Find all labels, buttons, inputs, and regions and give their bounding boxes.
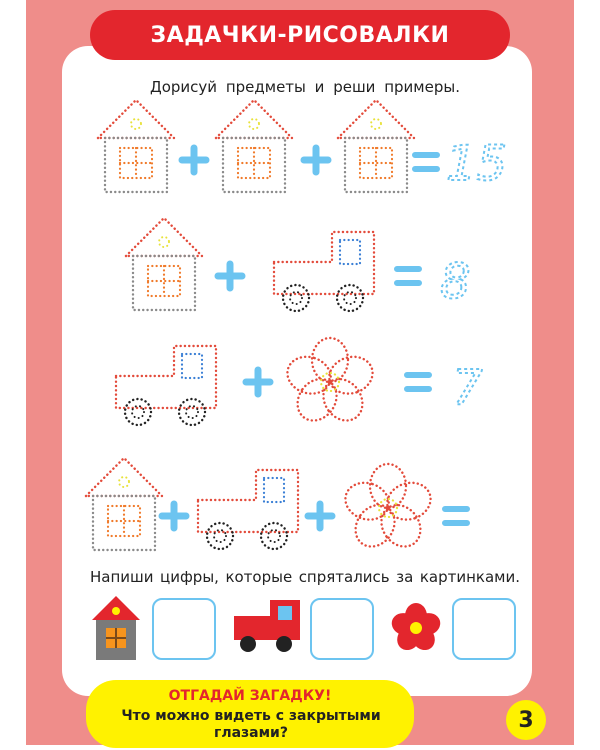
truck-color-wheel: [276, 636, 292, 652]
house-window-cross: [108, 506, 140, 536]
instruction-word: картинками.: [419, 568, 520, 586]
truck-drawing: [274, 232, 374, 311]
truck-wheel: [125, 399, 151, 425]
instruction-word: Дорисуй: [150, 78, 218, 96]
truck-color-window: [278, 606, 292, 620]
house-drawing: [86, 458, 162, 550]
plus-sign: [304, 148, 328, 172]
page-number: 3: [506, 700, 546, 740]
house-attic-window: [249, 119, 259, 129]
truck-window: [182, 354, 202, 378]
house-roof: [126, 218, 202, 256]
flower-petal: [283, 351, 336, 399]
house-window-cross: [238, 148, 270, 178]
house-window-cross: [360, 148, 392, 178]
plus-sign: [162, 504, 186, 528]
house-attic-window: [371, 119, 381, 129]
answer-box-truck[interactable]: [310, 598, 374, 660]
instruction-word: спрятались: [298, 568, 390, 586]
answer-digits: 8: [440, 254, 471, 310]
equals-sign: [397, 269, 419, 283]
house-roof: [86, 458, 162, 496]
flower-petal: [382, 477, 435, 525]
flower-color-icon: [389, 603, 443, 655]
answer-box-flower[interactable]: [452, 598, 516, 660]
instruction-word: примеры.: [384, 78, 460, 96]
house-attic-window: [159, 237, 169, 247]
house-color-icon: [92, 596, 140, 660]
truck-color-icon: [234, 600, 300, 652]
instruction-word: предметы: [225, 78, 306, 96]
house-roof: [338, 100, 414, 138]
truck-window: [340, 240, 360, 264]
answer-box-house[interactable]: [152, 598, 216, 660]
instruction-word: которые: [225, 568, 293, 586]
equals-sign: [407, 375, 429, 389]
flower-petal: [341, 477, 394, 525]
flower-petal: [324, 351, 377, 399]
truck-color-wheel: [240, 636, 256, 652]
plus-sign: [218, 264, 242, 288]
truck-wheel: [207, 523, 233, 549]
truck-wheel: [283, 285, 309, 311]
truck-window: [264, 478, 284, 502]
truck-wheel: [337, 285, 363, 311]
flower-drawing: [283, 338, 378, 428]
riddle-box: [86, 680, 414, 748]
instruction-word: за: [396, 568, 414, 586]
house-window-cross: [120, 148, 152, 178]
house-roof: [216, 100, 292, 138]
house-drawing: [98, 100, 174, 192]
house-attic-window: [119, 477, 129, 487]
equals-sign: [445, 509, 467, 523]
equals-sign: [415, 155, 437, 169]
riddle-question: Что можно видеть с закрытыми глазами?: [121, 708, 381, 741]
plus-sign: [246, 370, 270, 394]
answer-digits: 7: [452, 360, 483, 416]
instruction-word: реши: [333, 78, 376, 96]
house-window-cross: [148, 266, 180, 296]
instruction-word: Напиши: [90, 568, 154, 586]
house-drawing: [338, 100, 414, 192]
house-drawing: [126, 218, 202, 310]
riddle-title: ОТГАДАЙ ЗАГАДКУ!: [168, 688, 332, 704]
instruction-word: цифры,: [160, 568, 219, 586]
flower-drawing: [341, 464, 436, 554]
house-drawing: [216, 100, 292, 192]
instruction-word: и: [314, 78, 325, 96]
house-attic-window: [131, 119, 141, 129]
truck-drawing: [198, 470, 298, 549]
truck-wheel: [261, 523, 287, 549]
flower-color-center: [410, 622, 422, 634]
instruction-write-digits: [90, 568, 520, 586]
answer-digits: 15: [446, 136, 508, 192]
house-color-attic: [112, 607, 120, 615]
page-title: ЗАДАЧКИ-РИСОВАЛКИ: [150, 22, 450, 48]
plus-sign: [182, 148, 206, 172]
plus-sign: [308, 504, 332, 528]
house-roof: [98, 100, 174, 138]
truck-drawing: [116, 346, 216, 425]
truck-wheel: [179, 399, 205, 425]
